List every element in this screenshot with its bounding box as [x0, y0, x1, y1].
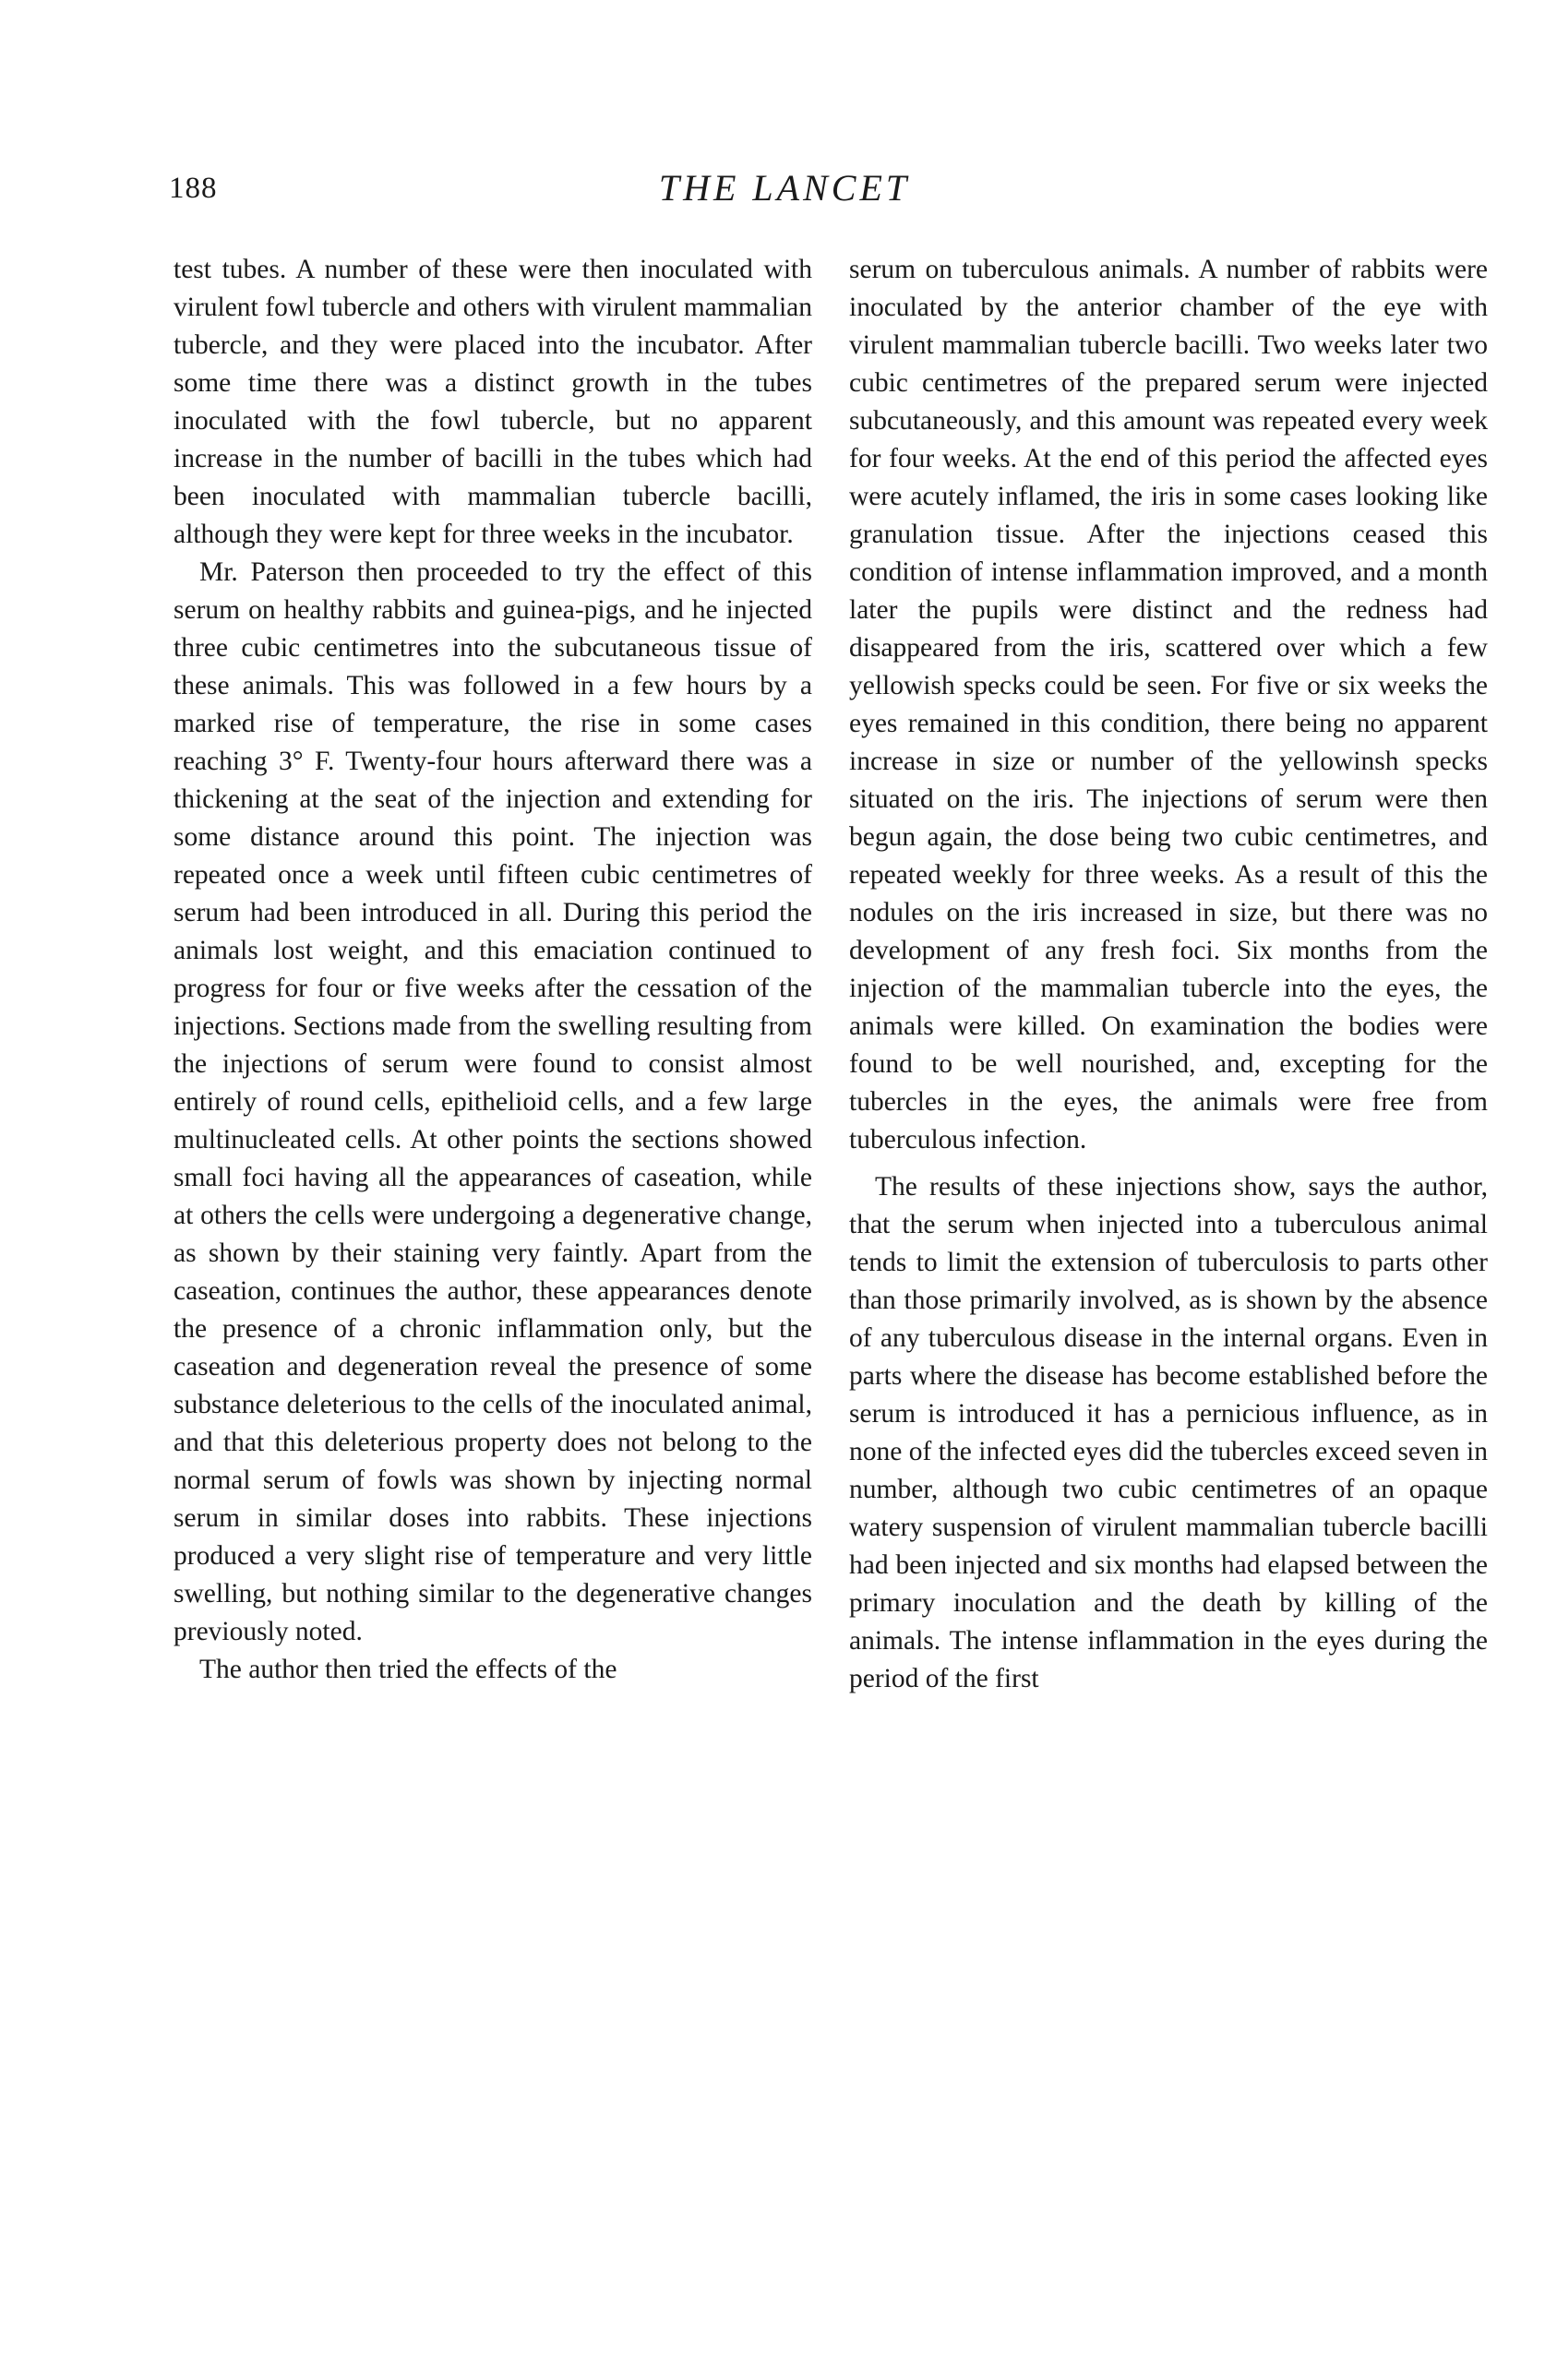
paragraph: The results of these injections show, says the author, that the serum when injected into a tuberculous animal tends to limit the extension of tuberculosis to parts other than those primarily involved, as is shown by the absence of any tuberculous disease in the internal organs. Even in parts where the disease has become established before the serum is introduced it has a pernicious influence, as in none of the infected eyes did the tubercles exceed seven in number, although two cubic centimetres of an opaque watery suspension of virulent mammalian tubercle bacilli had been injected and six months had elapsed between the primary inoculation and the death by killing of the animals. The intense inflammation in the eyes during the period of the first — [849, 1172, 1488, 1693]
running-title: THE LANCET — [658, 167, 911, 209]
page-number: 188 — [169, 172, 218, 205]
paragraph: Mr. Paterson then proceeded to try the effect of this serum on healthy rabbits and guinea-pigs, and he injected three cubic centimetres into the subcutaneous tissue of these animals. This was followed in a few hours by a marked rise of temperature, the rise in some cases reaching 3° F. Twenty-four hours afterward there was a thickening at the seat of the injection and extending for some distance around this point. The injection was repeated once a week until fifteen cubic centimetres of serum had been introduced in all. During this period the animals lost weight, and this emaciation continued to progress for four or five weeks after the cessation of the injections. Sections made from the swelling resulting from the injections of serum were found to consist almost entirely of round cells, epithelioid cells, and a few large multinucleated cells. At other points the sections showed small foci having all the appearances of caseation, while at others the cells were undergoing a degenerative change, as shown by their staining very faintly. Apart from the caseation, continues the author, these appearances denote the presence of a chronic inflammation only, but the caseation and degeneration reveal the presence of some substance deleterious to the cells of the inoculated animal, and that this deleterious property does not belong to the normal serum of fowls was shown by injecting normal serum in similar doses into rabbits. These injections produced a very slight rise of temperature and very little swelling, but nothing similar to the degenerative changes previously noted. — [174, 557, 812, 1646]
paragraph: serum on tuberculous animals. A number of rabbits were inoculated by the anterior chamber of the eye with virulent mammalian tubercle bacilli. Two weeks later two cubic centimetres of the prepared serum were injected subcutaneously, and this amount was repeated every week for four weeks. At the end of this period the affected eyes were acutely inflamed, the iris in some cases looking like granulation tissue. After the injections ceased this condition of intense inflammation improved, and a month later the pupils were distinct and the redness had disappeared from the iris, scattered over which a few yellowish specks could be seen. For five or six weeks the eyes remained in this condition, there being no apparent increase in size or number of the yellowinsh specks situated on the iris. The injections of serum were then begun again, the dose being two cubic centimetres, and repeated weekly for three weeks. As a result of this the nodules on the iris increased in size, but there was no development of any fresh foci. Six months from the injection of the mammalian tubercle into the eyes, the animals were killed. On examination the bodies were found to be well nourished, and, excepting for the tubercles in the eyes, the animals were free from tuberculous infection. — [849, 255, 1488, 1154]
left-column — [174, 251, 812, 1689]
paragraph: test tubes. A number of these were then inoculated with virulent fowl tubercle and others with virulent mammalian tubercle, and they were placed into the incubator. After some time there was a distinct growth in the tubes inoculated with the fowl tubercle, but no apparent increase in the number of bacilli in the tubes which had been inoculated with mammalian tubercle bacilli, although they were kept for three weeks in the incubator. — [174, 255, 812, 549]
right-column — [849, 251, 1488, 1698]
paragraph: The author then tried the effects of the — [199, 1655, 617, 1684]
